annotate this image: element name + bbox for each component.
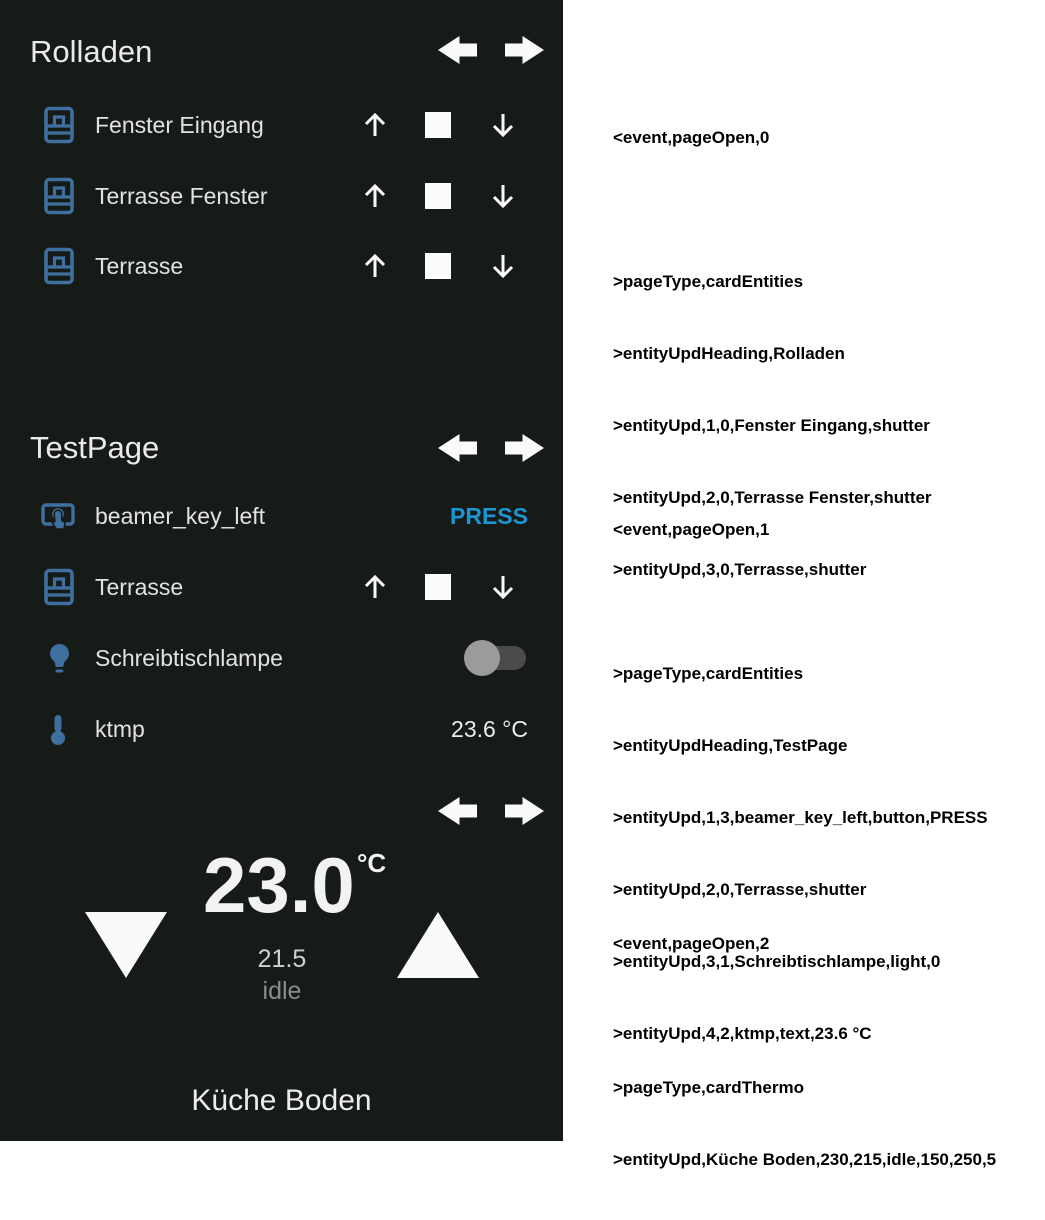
entity-label: Terrasse xyxy=(95,574,184,600)
arrow-right-icon xyxy=(505,794,544,828)
entity-label: ktmp xyxy=(95,716,145,742)
nav-next-button[interactable] xyxy=(505,794,544,828)
window-shutter-icon xyxy=(44,569,74,606)
entity-row xyxy=(0,709,563,749)
shutter-up-button[interactable] xyxy=(358,249,392,283)
shutter-stop-button[interactable] xyxy=(425,112,451,138)
arrow-left-icon xyxy=(438,431,477,465)
nav-prev-button[interactable] xyxy=(438,33,477,67)
toggle-knob xyxy=(464,640,500,676)
log-response-line: >entityUpd,Küche Boden,230,215,idle,150,250,5 xyxy=(613,1150,997,1169)
entity-label: Terrasse Fenster xyxy=(95,183,268,209)
card-heading: TestPage xyxy=(30,430,160,465)
log-response-line: >pageType,cardThermo xyxy=(613,1078,804,1097)
log-response-line: >entityUpdHeading,TestPage xyxy=(613,736,848,755)
shutter-stop-button[interactable] xyxy=(425,183,451,209)
entity-row xyxy=(0,638,563,678)
log-blank-line xyxy=(613,590,988,614)
log-response-line: >entityUpd,1,0,Fenster Eingang,shutter xyxy=(613,416,930,435)
log-event-line: <event,pageOpen,1 xyxy=(613,520,770,539)
temp-up-button[interactable] xyxy=(397,912,479,978)
thermo-temp-unit: °C xyxy=(357,848,387,878)
shutter-up-button[interactable] xyxy=(358,570,392,604)
thermo-entity-name: Küche Boden xyxy=(191,1084,372,1117)
log-response-line: >entityUpd,2,0,Terrasse,shutter xyxy=(613,880,867,899)
nav-prev-button[interactable] xyxy=(438,431,477,465)
log-blank-line xyxy=(613,1004,996,1028)
nav-prev-button[interactable] xyxy=(438,794,477,828)
log-event-line: <event,pageOpen,0 xyxy=(613,128,770,147)
log-response-line: >entityUpd,3,1,Schreibtischlampe,light,0 xyxy=(613,952,941,971)
log-response-line: >pageType,cardEntities xyxy=(613,272,804,291)
shutter-stop-button[interactable] xyxy=(425,253,451,279)
shutter-stop-button[interactable] xyxy=(425,574,451,600)
thermo-target-temp: 21.5 xyxy=(257,945,307,973)
log-response-line: >entityUpd,3,0,Terrasse,shutter xyxy=(613,560,867,579)
entity-label: Fenster Eingang xyxy=(95,112,264,138)
window-shutter-icon xyxy=(44,178,74,215)
entity-row xyxy=(0,105,563,145)
press-button[interactable]: PRESS xyxy=(450,503,528,529)
log-event-line: <event,pageOpen,2 xyxy=(613,934,770,953)
entity-label: Schreibtischlampe xyxy=(95,645,283,671)
light-toggle[interactable] xyxy=(464,639,528,677)
gesture-tap-button-icon xyxy=(41,499,75,533)
entity-row xyxy=(0,246,563,286)
lightbulb-icon xyxy=(46,643,73,674)
entity-row xyxy=(0,567,563,607)
arrow-right-icon xyxy=(505,431,544,465)
entity-row xyxy=(0,496,563,536)
shutter-up-button[interactable] xyxy=(358,179,392,213)
temp-down-button[interactable] xyxy=(85,912,167,978)
log-response-line: >entityUpd,1,3,beamer_key_left,button,PRESS xyxy=(613,808,988,827)
arrow-left-icon xyxy=(438,33,477,67)
log-block xyxy=(613,884,996,1220)
shutter-up-button[interactable] xyxy=(358,108,392,142)
entity-row xyxy=(0,176,563,216)
arrow-right-icon xyxy=(505,33,544,67)
entity-label: beamer_key_left xyxy=(95,503,266,529)
log-response-line: >entityUpd,4,2,ktmp,text,23.6 °C xyxy=(613,1024,872,1043)
log-blank-line xyxy=(613,198,932,222)
shutter-down-button[interactable] xyxy=(486,570,520,604)
nav-next-button[interactable] xyxy=(505,431,544,465)
log-response-line: >entityUpd,2,0,Terrasse Fenster,shutter xyxy=(613,488,932,507)
window-shutter-icon xyxy=(44,107,74,144)
arrow-left-icon xyxy=(438,794,477,828)
shutter-down-button[interactable] xyxy=(486,108,520,142)
log-response-line: >pageType,cardEntities xyxy=(613,664,804,683)
nav-next-button[interactable] xyxy=(505,33,544,67)
thermo-current-temp: 23.0 xyxy=(203,841,355,929)
shutter-down-button[interactable] xyxy=(486,179,520,213)
thermometer-icon xyxy=(48,713,68,745)
sensor-value: 23.6 °C xyxy=(451,716,528,742)
shutter-down-button[interactable] xyxy=(486,249,520,283)
entity-label: Terrasse xyxy=(95,253,184,279)
window-shutter-icon xyxy=(44,248,74,285)
thermo-state: idle xyxy=(262,977,302,1005)
log-response-line: >entityUpdHeading,Rolladen xyxy=(613,344,845,363)
card-heading: Rolladen xyxy=(30,34,153,69)
